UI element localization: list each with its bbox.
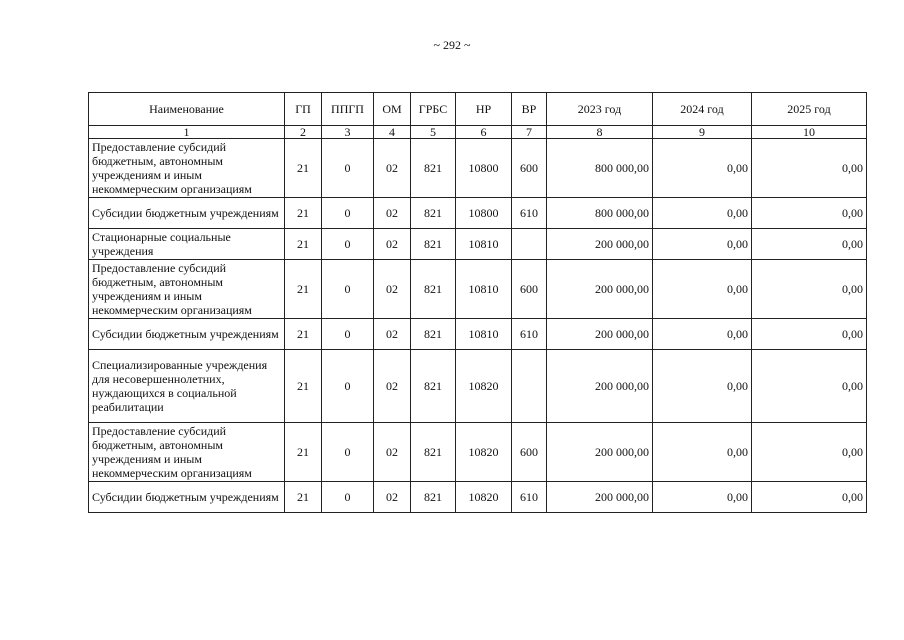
cell-nr: 10810 <box>456 319 512 350</box>
cell-om: 02 <box>374 198 411 229</box>
cell-grbs: 821 <box>411 198 456 229</box>
cell-2024: 0,00 <box>653 229 752 260</box>
cell-2023: 800 000,00 <box>547 139 653 198</box>
cell-2024: 0,00 <box>653 198 752 229</box>
cell-2024: 0,00 <box>653 139 752 198</box>
row-name: Предоставление субсидий бюджетным, автономным учреждениям и иным некоммерческим организациям <box>89 139 285 198</box>
cell-grbs: 821 <box>411 229 456 260</box>
cell-2024: 0,00 <box>653 260 752 319</box>
column-number: 7 <box>512 126 547 139</box>
cell-vr <box>512 350 547 423</box>
cell-grbs: 821 <box>411 350 456 423</box>
table-row <box>89 350 867 423</box>
cell-nr: 10810 <box>456 260 512 319</box>
cell-vr: 600 <box>512 423 547 482</box>
cell-2023: 200 000,00 <box>547 423 653 482</box>
cell-vr: 600 <box>512 139 547 198</box>
cell-grbs: 821 <box>411 260 456 319</box>
col-header-nr: НР <box>456 93 512 126</box>
cell-2025: 0,00 <box>752 229 867 260</box>
column-number: 5 <box>411 126 456 139</box>
table-row <box>89 139 867 198</box>
table-row <box>89 482 867 513</box>
cell-nr: 10810 <box>456 229 512 260</box>
col-header-2024: 2024 год <box>653 93 752 126</box>
column-number: 9 <box>653 126 752 139</box>
row-name: Специализированные учреждения для несовершеннолетних, нуждающихся в социальной реабилитации <box>89 350 285 423</box>
cell-grbs: 821 <box>411 482 456 513</box>
cell-2025: 0,00 <box>752 139 867 198</box>
cell-gp: 21 <box>285 350 322 423</box>
col-header-ppgp: ППГП <box>322 93 374 126</box>
column-number: 3 <box>322 126 374 139</box>
cell-vr: 610 <box>512 198 547 229</box>
row-name: Субсидии бюджетным учреждениям <box>89 319 285 350</box>
row-name: Стационарные социальные учреждения <box>89 229 285 260</box>
column-number: 8 <box>547 126 653 139</box>
cell-om: 02 <box>374 350 411 423</box>
cell-2025: 0,00 <box>752 198 867 229</box>
col-header-2025: 2025 год <box>752 93 867 126</box>
row-name: Субсидии бюджетным учреждениям <box>89 198 285 229</box>
cell-om: 02 <box>374 319 411 350</box>
cell-2025: 0,00 <box>752 350 867 423</box>
column-number: 6 <box>456 126 512 139</box>
cell-gp: 21 <box>285 198 322 229</box>
column-number: 2 <box>285 126 322 139</box>
cell-2024: 0,00 <box>653 350 752 423</box>
table-row <box>89 229 867 260</box>
cell-gp: 21 <box>285 139 322 198</box>
row-name: Предоставление субсидий бюджетным, автономным учреждениям и иным некоммерческим организациям <box>89 260 285 319</box>
cell-gp: 21 <box>285 260 322 319</box>
column-number: 1 <box>89 126 285 139</box>
cell-2023: 200 000,00 <box>547 229 653 260</box>
cell-nr: 10800 <box>456 198 512 229</box>
cell-gp: 21 <box>285 319 322 350</box>
budget-table <box>88 92 867 513</box>
col-header-gp: ГП <box>285 93 322 126</box>
cell-2024: 0,00 <box>653 423 752 482</box>
cell-2025: 0,00 <box>752 260 867 319</box>
cell-ppgp: 0 <box>322 423 374 482</box>
cell-vr: 600 <box>512 260 547 319</box>
cell-ppgp: 0 <box>322 260 374 319</box>
cell-2023: 200 000,00 <box>547 350 653 423</box>
cell-grbs: 821 <box>411 139 456 198</box>
cell-ppgp: 0 <box>322 482 374 513</box>
column-number-row <box>89 126 867 139</box>
cell-om: 02 <box>374 482 411 513</box>
cell-2025: 0,00 <box>752 423 867 482</box>
cell-2025: 0,00 <box>752 482 867 513</box>
col-header-2023: 2023 год <box>547 93 653 126</box>
table-row <box>89 198 867 229</box>
row-name: Субсидии бюджетным учреждениям <box>89 482 285 513</box>
column-number: 4 <box>374 126 411 139</box>
cell-2023: 200 000,00 <box>547 482 653 513</box>
cell-gp: 21 <box>285 423 322 482</box>
col-header-vr: ВР <box>512 93 547 126</box>
cell-vr: 610 <box>512 482 547 513</box>
cell-2024: 0,00 <box>653 319 752 350</box>
cell-grbs: 821 <box>411 319 456 350</box>
cell-grbs: 821 <box>411 423 456 482</box>
cell-ppgp: 0 <box>322 319 374 350</box>
cell-gp: 21 <box>285 482 322 513</box>
cell-vr: 610 <box>512 319 547 350</box>
cell-ppgp: 0 <box>322 139 374 198</box>
cell-om: 02 <box>374 139 411 198</box>
cell-2023: 200 000,00 <box>547 319 653 350</box>
col-header-grbs: ГРБС <box>411 93 456 126</box>
cell-2023: 200 000,00 <box>547 260 653 319</box>
cell-gp: 21 <box>285 229 322 260</box>
row-name: Предоставление субсидий бюджетным, автономным учреждениям и иным некоммерческим организациям <box>89 423 285 482</box>
cell-om: 02 <box>374 229 411 260</box>
cell-nr: 10800 <box>456 139 512 198</box>
table-row <box>89 423 867 482</box>
cell-nr: 10820 <box>456 350 512 423</box>
cell-2024: 0,00 <box>653 482 752 513</box>
cell-om: 02 <box>374 423 411 482</box>
cell-ppgp: 0 <box>322 229 374 260</box>
page-number: ~ 292 ~ <box>433 38 471 52</box>
cell-vr <box>512 229 547 260</box>
header-row <box>89 93 867 126</box>
table-row <box>89 319 867 350</box>
cell-om: 02 <box>374 260 411 319</box>
table-row <box>89 260 867 319</box>
cell-nr: 10820 <box>456 482 512 513</box>
cell-ppgp: 0 <box>322 350 374 423</box>
cell-nr: 10820 <box>456 423 512 482</box>
cell-ppgp: 0 <box>322 198 374 229</box>
column-number: 10 <box>752 126 867 139</box>
cell-2023: 800 000,00 <box>547 198 653 229</box>
cell-2025: 0,00 <box>752 319 867 350</box>
col-header-name: Наименование <box>89 93 285 126</box>
col-header-om: ОМ <box>374 93 411 126</box>
